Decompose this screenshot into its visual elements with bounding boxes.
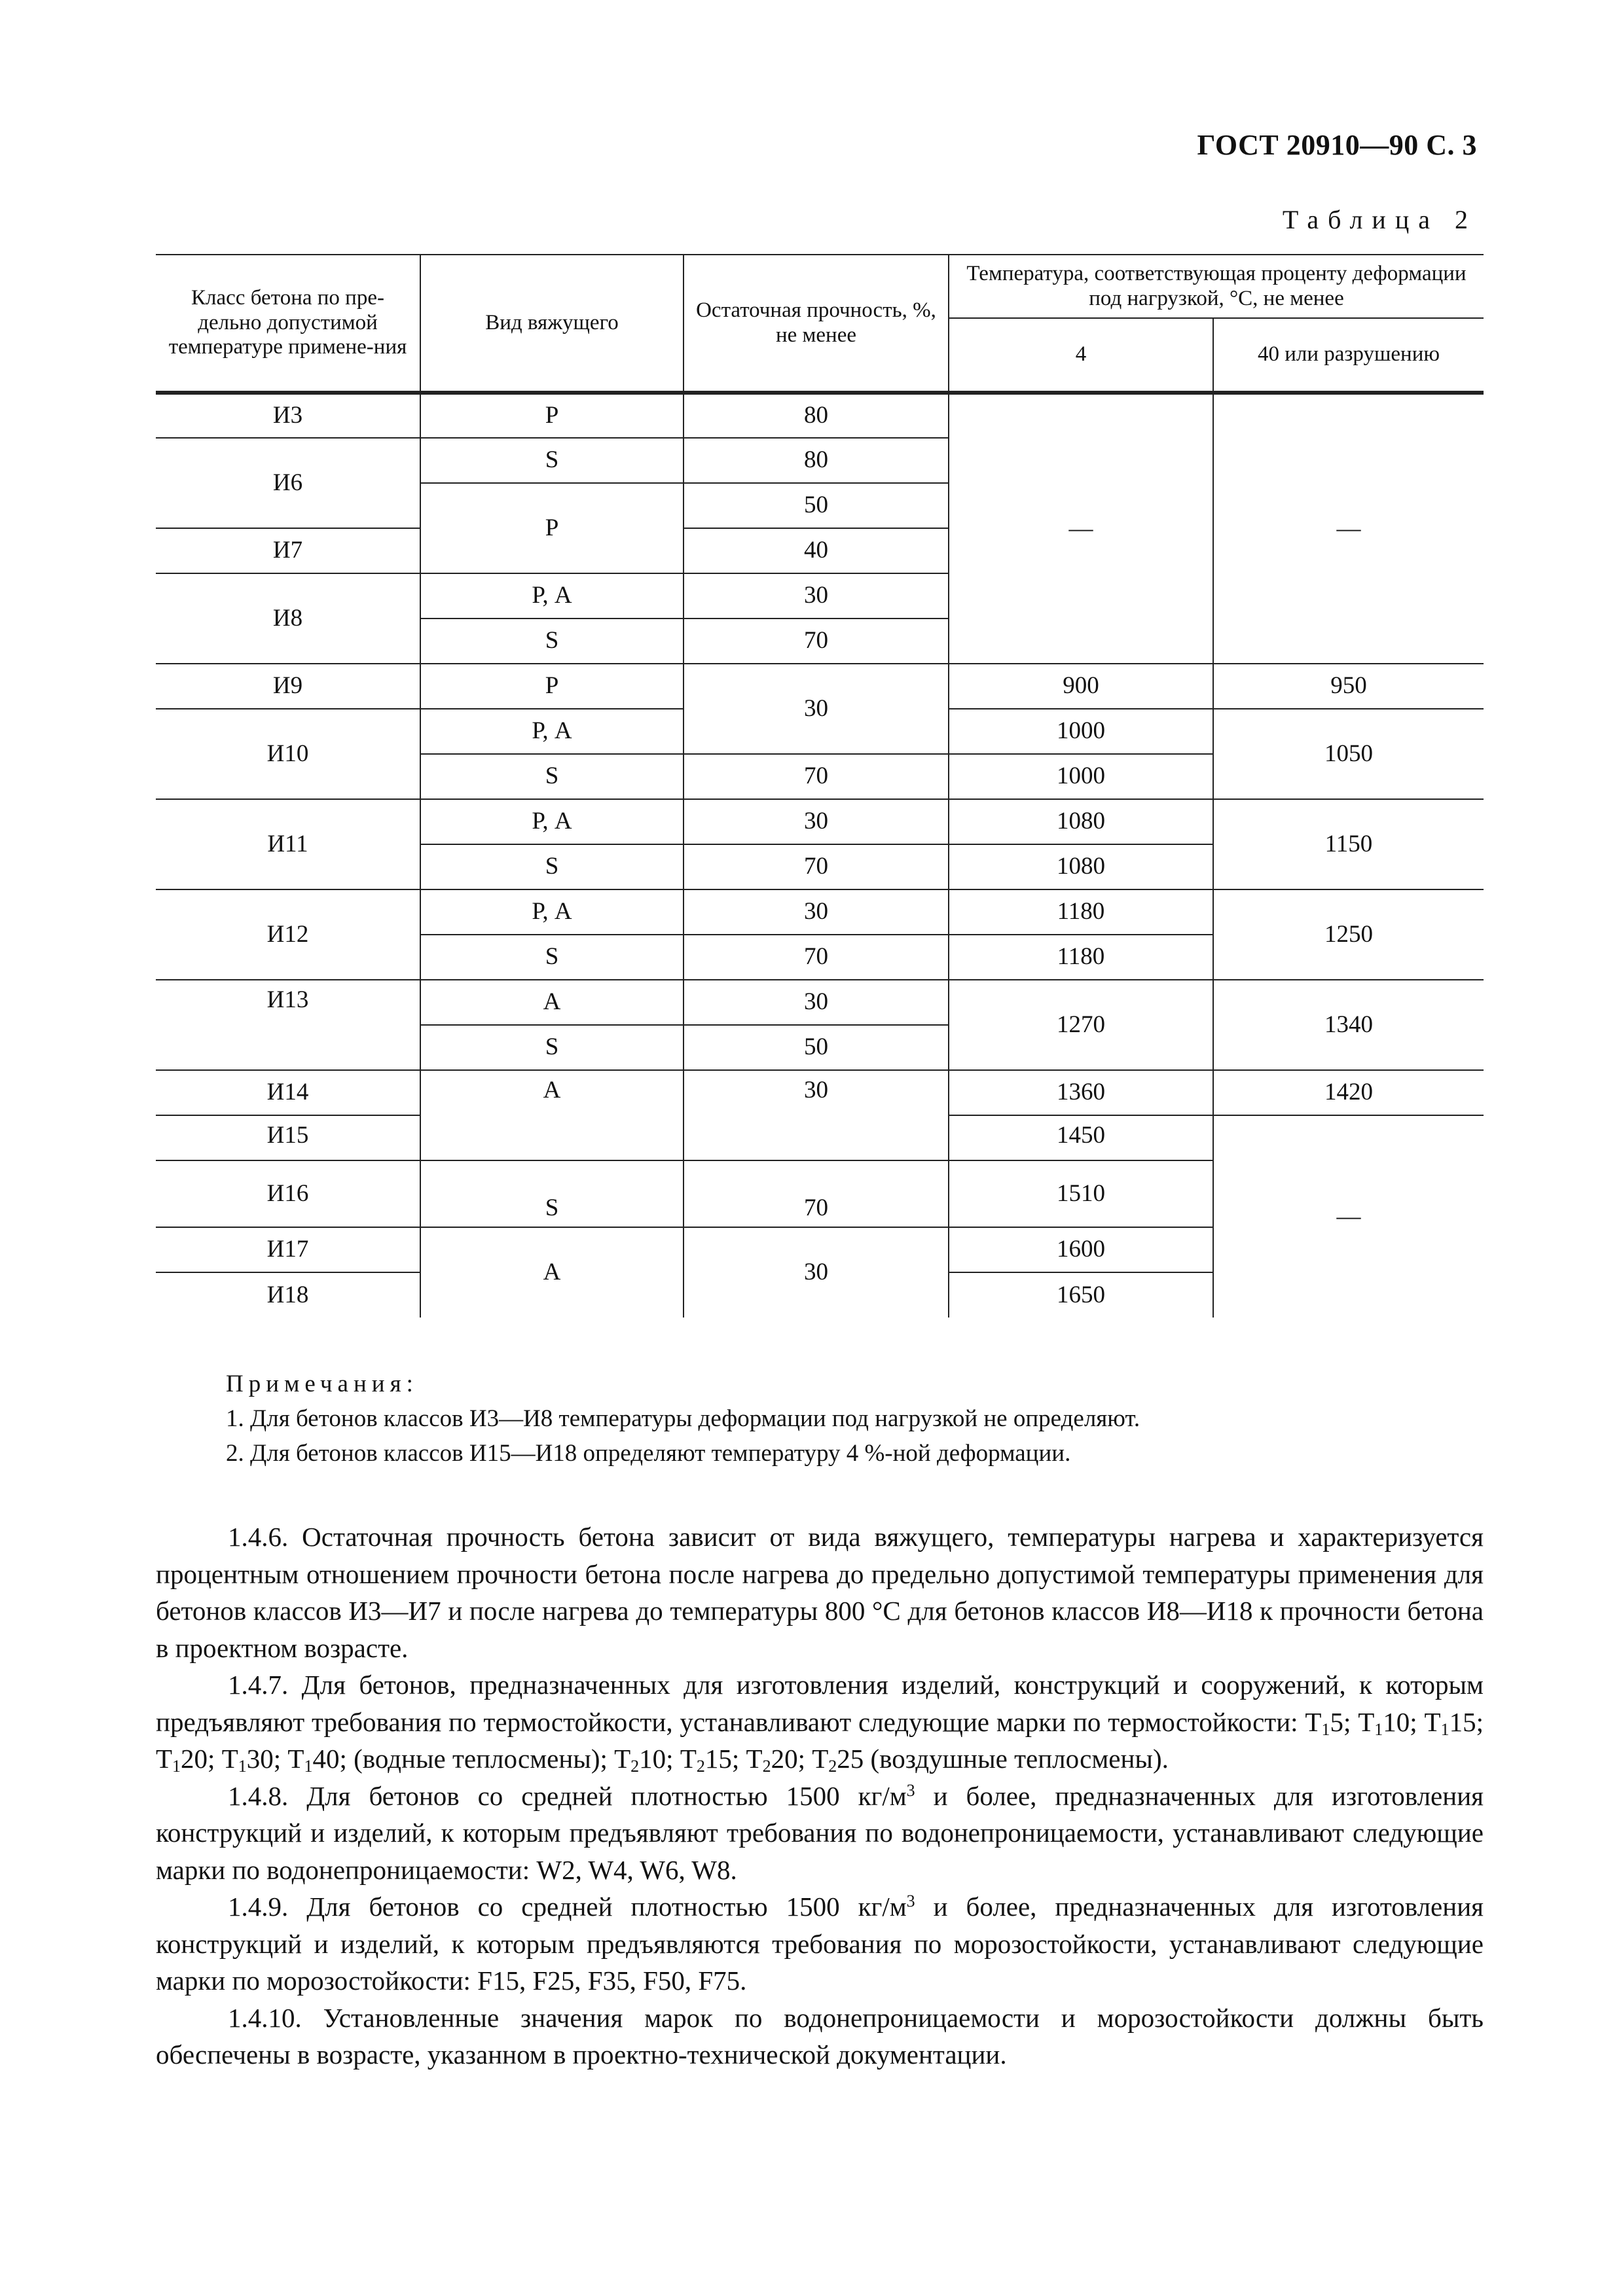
binder-cell: S [420,438,684,483]
table-row [156,799,1484,844]
class-cell: И17 [156,1227,420,1272]
air-cycles-label: (воздушные теплосмены). [864,1744,1169,1774]
binder-cell: А [420,1227,684,1318]
class-cell: И15 [156,1115,420,1160]
strength-cell: 30 [684,889,949,935]
temp40-cell: 1250 [1213,889,1484,980]
table-row [156,889,1484,935]
note-item: 2. Для бетонов классов И15—И18 определяют температуру 4 %-ной деформации. [226,1440,1071,1467]
temp40-cell: 1050 [1213,709,1484,799]
class-cell: И16 [156,1160,420,1227]
class-cell: И9 [156,664,420,709]
paragraph-1-4-8: 1.4.8. Для бетонов со средней плотностью 1500 $кг/м^3$ и более, предназначенных для изготовления конструкций и изделий, к которым предъявляют требования по водонепроницаемости, устанавливают следующие марки по водонепроницаемости: W2, W4, W6, W8. [156,1780,1484,1885]
strength-cell: 40 [684,528,949,573]
temp40-cell: 1420 [1213,1070,1484,1115]
table-2 [156,254,1484,1318]
class-cell: И11 [156,799,420,889]
strength-cell: 70 [684,935,949,980]
temp4-cell: 1600 [949,1227,1213,1272]
strength-cell: 30 [684,573,949,619]
binder-cell: S [420,1025,684,1070]
binder-cell: Р [420,664,684,709]
temp40-cell: 1150 [1213,799,1484,889]
grade-t115: $Т_115$; [1424,1706,1484,1739]
temp4-cell: 1000 [949,754,1213,799]
paragraph-1-4-9: 1.4.9. Для бетонов со средней плотностью 1500 $кг/м^3$ и более, предназначенных для изготовления конструкций и изделий, к которым предъявляются требования по морозостойкости, устанавливают следующие марки по морозостойкости: F15, F25, F35, F50, F75. [156,1892,1484,1996]
header-concrete-class: Класс бетона по пре-дельно допустимой температуре примене-ния [156,255,420,393]
binder-cell: Р, А [420,709,684,754]
grade-t225: $Т_225$ [812,1744,864,1776]
binder-cell: Р, А [420,889,684,935]
grade-t140: $Т_140$; [287,1744,347,1776]
temp4-cell: 900 [949,664,1213,709]
temp4-cell: 1650 [949,1272,1213,1318]
table-row [156,664,1484,709]
grade-t110: $Т_110$; [1358,1706,1425,1739]
strength-cell: 70 [684,754,949,799]
header-temp-40: 40 или разрушению [1213,318,1484,393]
notes-heading: Примечания: [226,1371,418,1397]
strength-cell: 70 [684,1160,949,1227]
header-binder-type: Вид вяжущего [420,255,684,393]
binder-cell: S [420,619,684,664]
p147-intro: 1.4.7. Для бетонов, предназначенных для изготовления изделий, конструкций и сооружений, к которым предъявляют требования по термостойкости, устанавливают следующие марки по термостойкости: [156,1670,1484,1737]
page-header: ГОСТ 20910—90 С. 3 [1197,129,1477,161]
strength-cell: 50 [684,483,949,528]
class-cell: И12 [156,889,420,980]
grade-t210: $Т_210$; [614,1744,680,1776]
temp4-cell: 1080 [949,799,1213,844]
binder-cell: А [420,980,684,1025]
binder-cell: S [420,1160,684,1227]
strength-cell: 70 [684,619,949,664]
binder-cell: А [420,1070,684,1160]
class-cell: И6 [156,438,420,528]
paragraph-1-4-6: 1.4.6. Остаточная прочность бетона зависит от вида вяжущего, температуры нагрева и характеризуется процентным отношением прочности бетона после нагрева до предельно допустимой температуры применения для бетонов классов И3—И7 и после нагрева до температуры 800 °С для бетонов классов И8—И18 к прочности бетона в проектном возрасте. [156,1522,1484,1663]
header-temp-4: 4 [949,318,1213,393]
temp4-cell: 1180 [949,935,1213,980]
header-residual-strength: Остаточная прочность, %, не менее [684,255,949,393]
temp4-cell: 1450 [949,1115,1213,1160]
grade-t215: $Т_215$; [680,1744,746,1776]
temp4-cell: 1510 [949,1160,1213,1227]
class-cell: И10 [156,709,420,799]
binder-cell: S [420,754,684,799]
table-row [156,1070,1484,1115]
table-caption: Таблица 2 [1282,205,1477,234]
binder-cell: S [420,844,684,889]
strength-cell: 80 [684,438,949,483]
strength-cell: 80 [684,393,949,438]
temp4-cell: 1080 [949,844,1213,889]
temp40-cell: 950 [1213,664,1484,709]
temp4-cell: 1000 [949,709,1213,754]
table-notes [226,1367,1140,1471]
strength-cell: 70 [684,844,949,889]
binder-cell: Р, А [420,799,684,844]
table-row [156,393,1484,438]
temp4-cell: 1180 [949,889,1213,935]
temp4-cell: 1270 [949,980,1213,1070]
temp40-cell: — [1213,1115,1484,1318]
class-cell: И14 [156,1070,420,1115]
temp40-cell: 1340 [1213,980,1484,1070]
strength-cell: 30 [684,1227,949,1318]
binder-cell: Р [420,393,684,438]
temp4-cell: 1360 [949,1070,1213,1115]
paragraph-1-4-7 [156,1666,1484,1778]
strength-cell: 50 [684,1025,949,1070]
grade-t120: $Т_120$; [156,1744,222,1776]
grade-t130: $Т_130$; [221,1744,288,1776]
binder-cell: Р [420,483,684,573]
strength-cell: 30 [684,799,949,844]
class-cell: И7 [156,528,420,573]
class-cell: И13 [156,980,420,1070]
note-item: 1. Для бетонов классов И3—И8 температуры деформации под нагрузкой не определяют. [226,1405,1140,1432]
grade-t220: $Т_220$; [746,1744,812,1776]
binder-cell: S [420,935,684,980]
binder-cell: Р, А [420,573,684,619]
table-row [156,980,1484,1025]
header-deformation-temperature: Температура, соответствующая проценту деформации под нагрузкой, °С, не менее [949,255,1484,318]
paragraph-1-4-10: 1.4.10. Установленные значения марок по водонепроницаемости и морозостойкости должны быть обеспечены в возрасте, указанном в проектно-технической документации. [156,2002,1484,2070]
water-cycles-label: (водные теплосмены); [346,1744,615,1774]
class-cell: И8 [156,573,420,664]
body-text [156,1518,1484,2073]
temp40-cell: — [1213,393,1484,664]
class-cell: И3 [156,393,420,438]
strength-cell: 30 [684,664,949,754]
temp4-cell: — [949,393,1213,664]
strength-cell: 30 [684,1070,949,1160]
grade-t15: $Т_15$; [1305,1706,1359,1739]
strength-cell: 30 [684,980,949,1025]
class-cell: И18 [156,1272,420,1318]
